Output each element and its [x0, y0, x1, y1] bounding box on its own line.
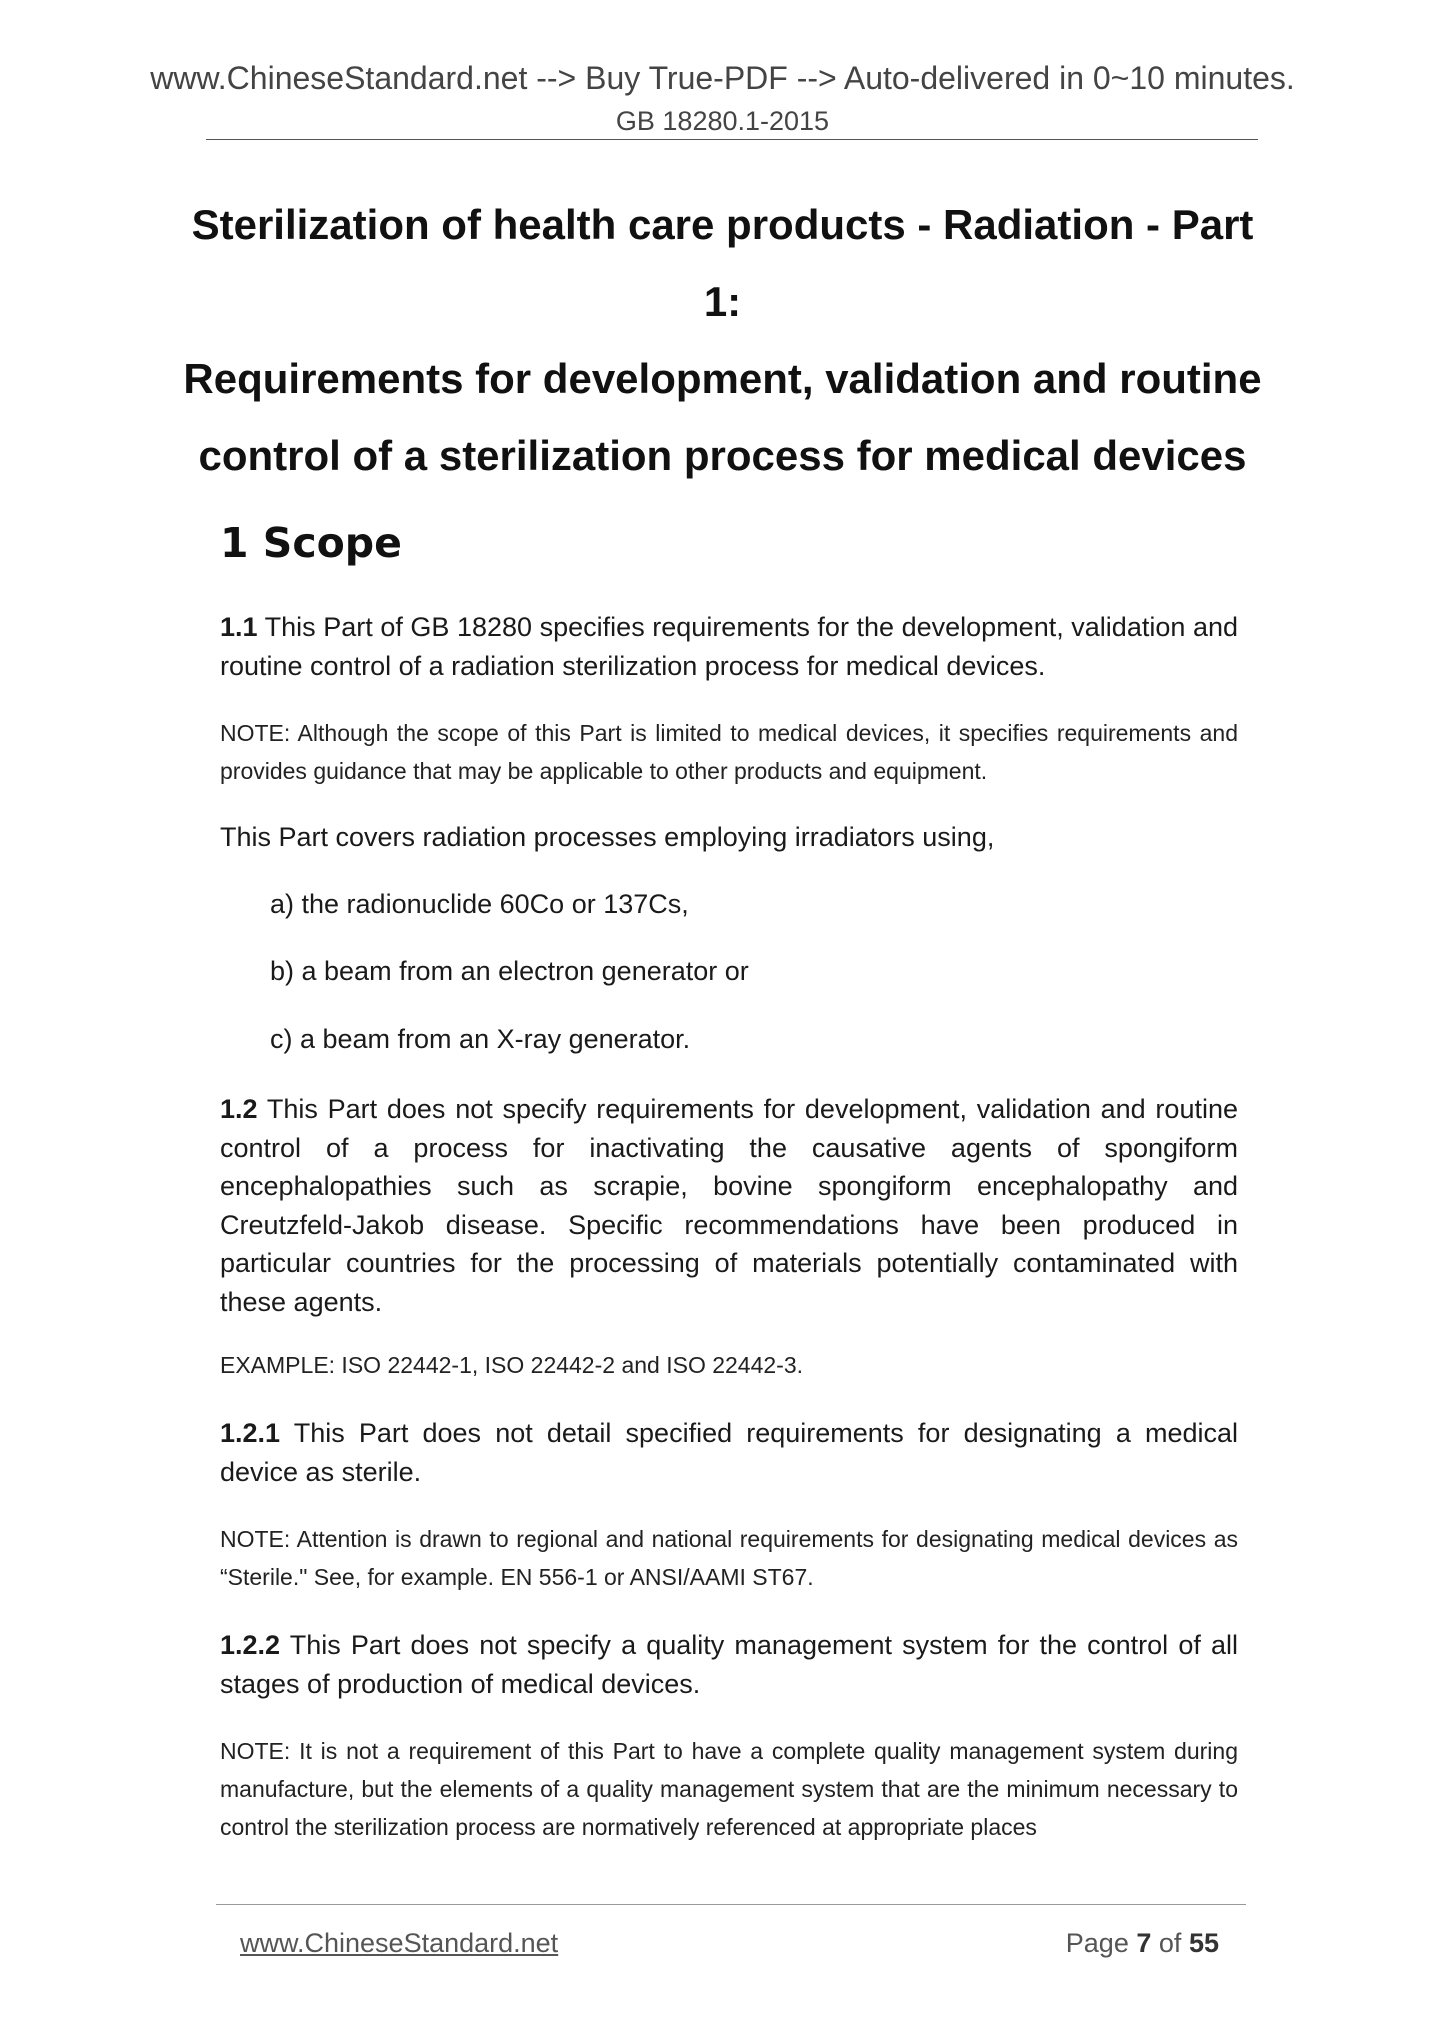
- standard-code: GB 18280.1-2015: [615, 106, 830, 136]
- clause-text: This Part does not specify requirements for development, validation and routine control of a process for inactivating the causative agents of spongiform encephalopathies such as scrapie, bovine spongiform encephalopathy and Creutzfeld-Jakob disease. Specific recommendations have been produced in particular countries for the processing of materials potentially contaminated with these agents.: [220, 1094, 1238, 1317]
- list-item: a) the radionuclide 60Co or 137Cs,: [270, 889, 689, 919]
- clause-number: 1.2: [220, 1094, 258, 1124]
- title-line-2: Requirements for development, validation and routine: [183, 355, 1262, 402]
- header-banner: www.ChineseStandard.net --> Buy True-PDF --> Auto-delivered in 0~10 minutes.: [150, 60, 1295, 96]
- clause-1-1: [220, 608, 1238, 685]
- page-total: 55: [1188, 1928, 1219, 1958]
- clause-text: This Part does not specify a quality management system for the control of all stages of production of medical devices.: [220, 1630, 1238, 1699]
- note-1: NOTE: Although the scope of this Part is limited to medical devices, it specifies requirements and provides guidance that may be applicable to other products and equipment.: [220, 720, 1238, 784]
- page-of: of: [1158, 1928, 1182, 1958]
- list-item: b) a beam from an electron generator or: [270, 956, 749, 986]
- clause-number: 1.1: [220, 612, 258, 642]
- list-item: c) a beam from an X-ray generator.: [270, 1024, 691, 1054]
- page-indicator: [1066, 1925, 1219, 1961]
- clause-text: This Part of GB 18280 specifies requirements for the development, validation and routine control of a radiation sterilization process for medical devices.: [220, 612, 1238, 681]
- footer-divider: [216, 1904, 1246, 1905]
- title-line-3: control of a sterilization process for medical devices: [198, 432, 1247, 479]
- header-divider: [206, 139, 1258, 140]
- clause-1-2-1: [220, 1414, 1238, 1491]
- example: EXAMPLE: ISO 22442-1, ISO 22442-2 and ISO 22442-3.: [220, 1352, 804, 1378]
- page-current: 7: [1136, 1928, 1152, 1958]
- title-line-1: Sterilization of health care products - Radiation - Part 1:: [191, 201, 1254, 325]
- page-label: Page: [1065, 1928, 1129, 1958]
- footer-website-link[interactable]: www.ChineseStandard.net: [240, 1928, 559, 1958]
- clause-number: 1.2.1: [220, 1418, 281, 1448]
- clause-1-2-2: [220, 1626, 1238, 1703]
- note-2: NOTE: Attention is drawn to regional and national requirements for designating medical devices as “Sterile." See, for example. EN 556-1 or ANSI/AAMI ST67.: [220, 1526, 1238, 1590]
- clause-number: 1.2.2: [220, 1630, 281, 1660]
- document-title: [180, 186, 1265, 494]
- clause-1-2: [220, 1090, 1238, 1321]
- clause-text: This Part does not detail specified requirements for designating a medical device as sterile.: [220, 1418, 1239, 1487]
- note-3: NOTE: It is not a requirement of this Part to have a complete quality management system during manufacture, but the elements of a quality management system that are the minimum necessary to control the sterilization process are normatively referenced at appropriate places: [220, 1738, 1238, 1840]
- section-heading: 1 Scope: [220, 519, 402, 567]
- covers-paragraph: This Part covers radiation processes employing irradiators using,: [220, 822, 995, 852]
